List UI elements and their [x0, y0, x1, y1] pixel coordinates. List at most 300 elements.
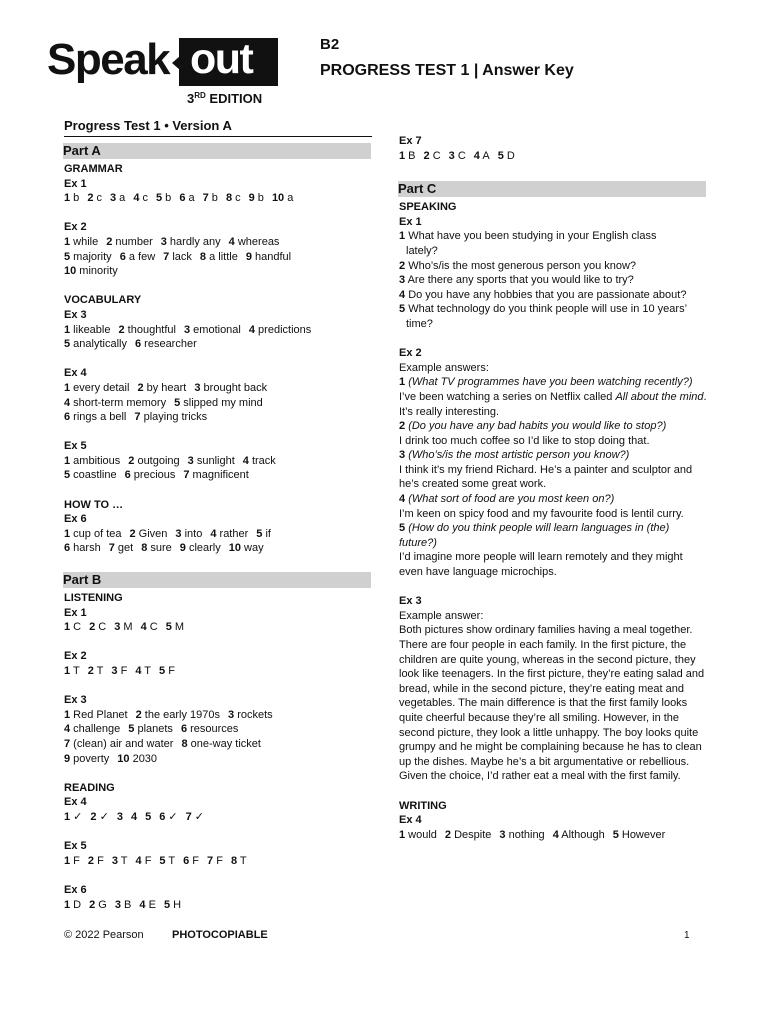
answer-value: analytically	[70, 338, 127, 351]
answer-value: cup of tea	[70, 527, 122, 540]
answer-item	[256, 528, 271, 540]
answer-value: Red Planet	[70, 708, 128, 721]
answer-number: 5	[64, 250, 71, 263]
answer-item	[613, 829, 666, 841]
answer-value: if	[262, 527, 271, 540]
answer-number: 8	[230, 854, 238, 867]
answer-value: Despite	[451, 828, 492, 841]
answer-value: emotional	[190, 323, 241, 336]
answer-value: c	[232, 192, 241, 205]
answer-item	[243, 455, 276, 467]
vocab-ex4-label: Ex 4	[64, 367, 87, 380]
answer-value: T	[93, 665, 104, 677]
answer-item	[111, 665, 127, 677]
answer-item	[64, 324, 110, 336]
answer-number: 3	[187, 454, 194, 467]
answer-item	[137, 382, 186, 394]
answer-number: 10	[117, 752, 130, 765]
answer-number: 10	[228, 542, 241, 555]
answer-item	[112, 855, 128, 867]
answer-number: 6	[64, 542, 71, 555]
answer-number: 1	[399, 149, 406, 162]
answer-item	[194, 382, 267, 394]
answer-item	[64, 192, 79, 204]
answer-value: 2030	[129, 752, 158, 765]
document-title: PROGRESS TEST 1 | Answer Key	[320, 62, 574, 79]
answer-line	[64, 810, 372, 825]
answer-item	[179, 192, 194, 204]
answer-line	[64, 722, 372, 737]
answer-item	[106, 236, 152, 248]
version-title: Progress Test 1 • Version A	[64, 118, 372, 137]
answer-number: 4	[64, 396, 71, 409]
answer-number: 9	[179, 542, 186, 555]
answer-item	[175, 528, 202, 540]
answer-value: C	[429, 149, 441, 162]
answer-item	[131, 811, 137, 823]
question-line: 4 Do you have any hobbies that you are passionate about?	[399, 288, 687, 301]
part-a-heading: Part A	[63, 143, 371, 159]
answer-number: 2	[106, 235, 113, 248]
answer-value: sunlight	[193, 454, 235, 467]
answer-number: 7	[185, 810, 192, 823]
question-line: 3 Are there any sports that you would like to try?	[399, 274, 634, 287]
answer-line	[399, 828, 707, 843]
answer-value: F	[94, 854, 104, 867]
answer-number: 7	[202, 192, 209, 205]
answer-text: I’m keen on spicy food and my favourite food is lentil curry.	[399, 507, 684, 520]
answer-number: 2	[423, 149, 430, 162]
answer-item	[499, 829, 544, 841]
answer-number: 3	[448, 149, 455, 162]
answer-value: harsh	[70, 542, 101, 555]
answer-value: E	[145, 898, 156, 911]
answer-value: rings a bell	[70, 411, 127, 424]
answer-number: 5	[497, 149, 504, 162]
answer-text: I drink too much coffee so I’d like to stop doing that.	[399, 434, 650, 447]
answer-value: handful	[251, 250, 292, 263]
answer-line	[64, 396, 372, 411]
answer-value: C	[95, 621, 107, 634]
answer-item	[183, 855, 199, 867]
right-column	[399, 134, 707, 842]
answer-line	[64, 620, 372, 635]
answer-item	[117, 811, 123, 823]
answer-item	[207, 855, 223, 867]
copyright: © 2022 Pearson	[64, 929, 144, 941]
answer-item	[228, 709, 273, 721]
answer-number: 7	[134, 411, 141, 424]
answer-text: I think it’s my friend Richard. He’s a painter and sculptor and he’s created some great work.	[399, 463, 693, 491]
reading-ex6-label: Ex 6	[64, 883, 87, 896]
answer-item	[64, 738, 173, 750]
answer-number: 2	[444, 828, 452, 841]
answer-line	[64, 708, 372, 723]
photocopiable-label: PHOTOCOPIABLE	[172, 929, 268, 941]
answer-item	[64, 411, 126, 423]
answer-number: 2	[128, 454, 135, 467]
answer-item	[64, 811, 82, 823]
answer-value: hardly any	[166, 235, 221, 248]
answer-value: D	[70, 898, 82, 911]
answer-value: c	[93, 192, 102, 205]
answer-item	[166, 621, 184, 633]
answer-number: 6	[124, 469, 131, 482]
answer-number: 3	[228, 708, 235, 721]
answer-number: 5	[128, 723, 135, 736]
answer-number: 4	[242, 454, 249, 467]
question-line-cont: lately?	[406, 244, 438, 257]
answer-item	[163, 251, 192, 263]
answer-value: likeable	[70, 323, 111, 336]
answer-value: lack	[169, 250, 192, 263]
answer-value: ✓	[96, 810, 109, 823]
answer-value: D	[503, 149, 515, 162]
example-answer-paragraph: Both pictures show ordinary families having a meal together. There are four people in each family. In the first picture, the children are quite young, whereas in the second picture, they look like teenagers. In the first picture, they’re eating salad and bread, while in the second picture, they’re eating meat and vegetables. The main difference is that the first family looks quite cheerful because they’re all smiling. However, in the second picture, they look a little unhappy. The boy looks quite grumpy and he might be complaining because he has to clean up the dishes. Maybe he’s a bit argumentative or rebellious. Given the choice, I’d rather eat a meal with the first family.	[399, 624, 705, 783]
answer-number: 5	[64, 338, 71, 351]
answer-number: 2	[89, 621, 96, 634]
answer-line	[64, 191, 372, 206]
answer-number: 1	[64, 621, 71, 634]
answer-value: B	[121, 898, 132, 911]
answer-number: 1	[64, 708, 71, 721]
answer-value: nothing	[505, 828, 545, 841]
answer-item	[145, 811, 151, 823]
answer-value: Although	[558, 828, 605, 841]
answer-number: 4	[210, 527, 217, 540]
answer-line	[64, 264, 372, 279]
answer-item	[64, 723, 120, 735]
answer-item	[64, 469, 117, 481]
answer-number: 8	[199, 250, 207, 263]
answer-number: 5	[612, 828, 619, 841]
answer-number: 2	[135, 708, 142, 721]
answer-item	[135, 665, 151, 677]
answer-value: outgoing	[134, 454, 180, 467]
answer-number: 4	[473, 149, 480, 162]
answer-item	[399, 150, 416, 162]
answer-value: whereas	[234, 235, 280, 248]
vocab-ex5-label: Ex 5	[64, 440, 87, 453]
answer-value: M	[171, 621, 185, 634]
answer-number: 6	[180, 723, 188, 736]
answer-number: 1	[64, 381, 71, 394]
answer-item	[181, 723, 238, 735]
answer-item	[64, 265, 118, 277]
answer-number: 10	[64, 265, 77, 278]
answer-value: M	[120, 621, 133, 634]
answer-item	[141, 621, 158, 633]
answer-value: C	[454, 149, 466, 162]
answer-number: 6	[159, 810, 166, 823]
answer-number: 5	[64, 469, 71, 482]
answer-item	[184, 324, 241, 336]
answer-number: 6	[134, 338, 142, 351]
answer-item	[89, 899, 107, 911]
answer-value: (clean) air and water	[70, 737, 174, 750]
answer-number: 4	[135, 854, 142, 867]
answer-value: Given	[135, 527, 168, 540]
answer-line	[64, 381, 372, 396]
answer-number: 2	[87, 192, 94, 205]
listening-heading: LISTENING	[64, 592, 123, 605]
answer-item	[64, 455, 120, 467]
answer-number: 3	[111, 854, 118, 867]
answer-value: However	[618, 828, 666, 841]
answer-item	[136, 855, 152, 867]
answer-question: 5 (How do you think people will learn languages in (the) future?)	[399, 522, 670, 549]
answer-item	[159, 855, 175, 867]
answer-value: majority	[70, 250, 112, 263]
speaking-ex1-label: Ex 1	[399, 215, 422, 228]
answer-value: ✓	[165, 810, 178, 823]
answer-item	[125, 469, 176, 481]
answer-value: F	[70, 854, 80, 867]
answer-number: 5	[145, 810, 152, 823]
answer-item	[226, 192, 241, 204]
answer-item	[246, 251, 291, 263]
answer-value: a	[185, 192, 195, 205]
answer-value: T	[70, 665, 80, 677]
answer-value: the early 1970s	[141, 708, 221, 721]
answer-value: a	[116, 192, 126, 205]
answer-item	[130, 528, 168, 540]
answer-value: get	[114, 542, 134, 555]
speaking-ex2-label: Ex 2	[399, 347, 422, 360]
answer-value: ✓	[70, 810, 83, 823]
answer-item	[128, 723, 173, 735]
answer-number: 3	[194, 381, 201, 394]
answer-line	[399, 149, 707, 164]
answer-number: 5	[256, 527, 263, 540]
answer-number: 7	[108, 542, 115, 555]
vocabulary-heading: VOCABULARY	[64, 294, 142, 307]
answer-value: b	[162, 192, 172, 205]
answer-item	[498, 150, 515, 162]
answer-item	[249, 324, 311, 336]
answer-value: c	[139, 192, 148, 205]
answer-value: thoughtful	[124, 323, 176, 336]
answer-value: clearly	[185, 542, 221, 555]
answer-value: minority	[76, 265, 118, 278]
answer-number: 2	[129, 527, 136, 540]
answer-number: 2	[90, 810, 97, 823]
answer-line	[64, 235, 372, 250]
answer-line	[64, 898, 372, 913]
answer-number: 8	[141, 542, 148, 555]
answer-value: poverty	[70, 752, 110, 765]
answer-value: H	[170, 898, 182, 911]
answer-value: B	[405, 149, 416, 162]
answer-item	[249, 192, 264, 204]
answer-number: 4	[130, 810, 138, 823]
answer-value: track	[248, 454, 276, 467]
answer-number: 4	[133, 192, 140, 205]
answer-number: 1	[64, 454, 71, 467]
howto-ex6-label: Ex 6	[64, 513, 87, 526]
answer-line	[64, 337, 372, 352]
answer-item	[115, 899, 132, 911]
answer-value: C	[70, 621, 82, 634]
part-c-heading: Part C	[398, 181, 706, 197]
answer-item	[188, 455, 235, 467]
answer-question: 4 (What sort of food are you most keen on?)	[399, 493, 615, 506]
grammar-heading: GRAMMAR	[64, 163, 123, 175]
answer-value: playing tricks	[140, 411, 208, 424]
answer-line	[64, 854, 372, 869]
reading-heading: READING	[64, 781, 115, 794]
answer-line	[64, 468, 372, 483]
answer-item	[88, 665, 104, 677]
answer-item	[64, 621, 81, 633]
answer-value: while	[70, 235, 99, 248]
answer-item	[134, 411, 207, 423]
answer-number: 3	[499, 828, 506, 841]
question-line-cont: time?	[406, 317, 433, 330]
answer-number: 5	[165, 621, 172, 634]
answer-number: 3	[160, 235, 167, 248]
answer-value: F	[189, 854, 200, 867]
answer-number: 6	[64, 411, 71, 424]
answer-number: 3	[114, 621, 121, 634]
example-answer-label: Example answer:	[399, 609, 484, 622]
answer-number: 4	[135, 665, 142, 677]
answer-number: 1	[64, 192, 71, 205]
answer-value: researcher	[141, 338, 197, 351]
answer-item	[120, 251, 155, 263]
answer-number: 5	[174, 396, 181, 409]
answer-number: 6	[183, 854, 190, 867]
answer-item	[272, 192, 293, 204]
answer-item	[180, 542, 221, 554]
answer-number: 4	[248, 323, 255, 336]
answer-number: 3	[110, 192, 117, 205]
answer-item	[64, 899, 81, 911]
answer-item	[445, 829, 491, 841]
answer-line	[64, 410, 372, 425]
logo-edition-sup: RD	[194, 91, 206, 100]
answer-number: 9	[245, 250, 252, 263]
answer-value: T	[165, 854, 176, 867]
answer-value: F	[213, 854, 223, 867]
answer-item	[128, 455, 179, 467]
page-number: 1	[684, 930, 690, 941]
answer-line	[64, 737, 372, 752]
example-answers-label: Example answers:	[399, 361, 489, 374]
answer-number: 9	[64, 752, 71, 765]
left-column	[64, 118, 372, 912]
answer-item	[109, 542, 133, 554]
answer-number: 3	[111, 665, 118, 677]
answer-item	[474, 150, 490, 162]
answer-value: a few	[125, 250, 156, 263]
answer-line	[64, 541, 372, 556]
speaking-ex3-label: Ex 3	[399, 595, 422, 608]
answer-number: 2	[89, 898, 96, 911]
answer-line	[64, 454, 372, 469]
answer-number: 6	[119, 250, 126, 263]
answer-number: 1	[64, 235, 71, 248]
answer-item	[64, 542, 101, 554]
answer-item	[64, 236, 98, 248]
logo-edition	[187, 92, 262, 107]
answer-item	[164, 899, 181, 911]
question-line: 2 Who’s/is the most generous person you know?	[399, 259, 637, 272]
answer-number: 1	[64, 527, 71, 540]
answer-item	[200, 251, 238, 263]
answer-value: b	[70, 192, 80, 205]
answer-value: T	[141, 665, 152, 677]
answer-number: 10	[271, 192, 285, 205]
listening-ex2-label: Ex 2	[64, 650, 87, 663]
answer-value: A	[479, 149, 490, 162]
answer-number: 7	[64, 737, 71, 750]
answer-number: 1	[64, 854, 71, 867]
answer-value: number	[112, 235, 153, 248]
answer-value: ambitious	[70, 454, 121, 467]
answer-line	[64, 527, 372, 542]
answer-number: 4	[552, 828, 559, 841]
answer-item	[399, 829, 437, 841]
answer-value: F	[165, 665, 175, 677]
answer-item	[64, 528, 122, 540]
answer-value: brought back	[200, 381, 268, 394]
answer-number: 2	[118, 323, 125, 336]
answer-value: one-way ticket	[187, 737, 261, 750]
grammar-ex2-label: Ex 2	[64, 221, 87, 234]
answer-number: 3	[183, 323, 191, 336]
answer-item	[231, 855, 247, 867]
answer-number: 2	[137, 381, 144, 394]
answer-item	[136, 709, 220, 721]
answer-item	[88, 855, 104, 867]
answer-item	[159, 665, 175, 677]
answer-item	[183, 469, 248, 481]
answer-item	[181, 738, 261, 750]
answer-number: 1	[64, 665, 71, 677]
answer-number: 6	[179, 192, 186, 205]
answer-number: 5	[156, 192, 163, 205]
answer-item	[174, 397, 263, 409]
answer-item	[553, 829, 605, 841]
answer-question: 1 (What TV programmes have you been watching recently?)	[399, 376, 693, 389]
answer-item	[64, 397, 166, 409]
answer-number: 7	[207, 854, 214, 867]
answer-value: into	[181, 527, 203, 540]
answer-value: rather	[216, 527, 249, 540]
answer-value: a	[284, 192, 294, 205]
answer-item	[64, 338, 127, 350]
answer-value: ✓	[191, 810, 204, 823]
answer-value: resources	[187, 723, 239, 736]
answer-item	[139, 899, 156, 911]
answer-value: magnificent	[189, 469, 249, 482]
answer-value: coastline	[70, 469, 117, 482]
answer-value: rockets	[234, 708, 273, 721]
answer-number: 8	[181, 737, 188, 750]
speakout-logo	[47, 34, 282, 112]
answer-text: I’ve been watching a series on Netflix called All about the mind. It’s really interesting.	[399, 390, 707, 418]
answer-number: 5	[163, 898, 171, 911]
logo-edition-text: EDITION	[209, 91, 263, 106]
answer-value: F	[141, 854, 152, 867]
answer-item	[118, 324, 176, 336]
answer-value: would	[405, 828, 437, 841]
reading-ex7-label: Ex 7	[399, 135, 422, 147]
answer-line	[64, 323, 372, 338]
answer-item	[89, 621, 106, 633]
writing-heading: WRITING	[399, 799, 447, 812]
